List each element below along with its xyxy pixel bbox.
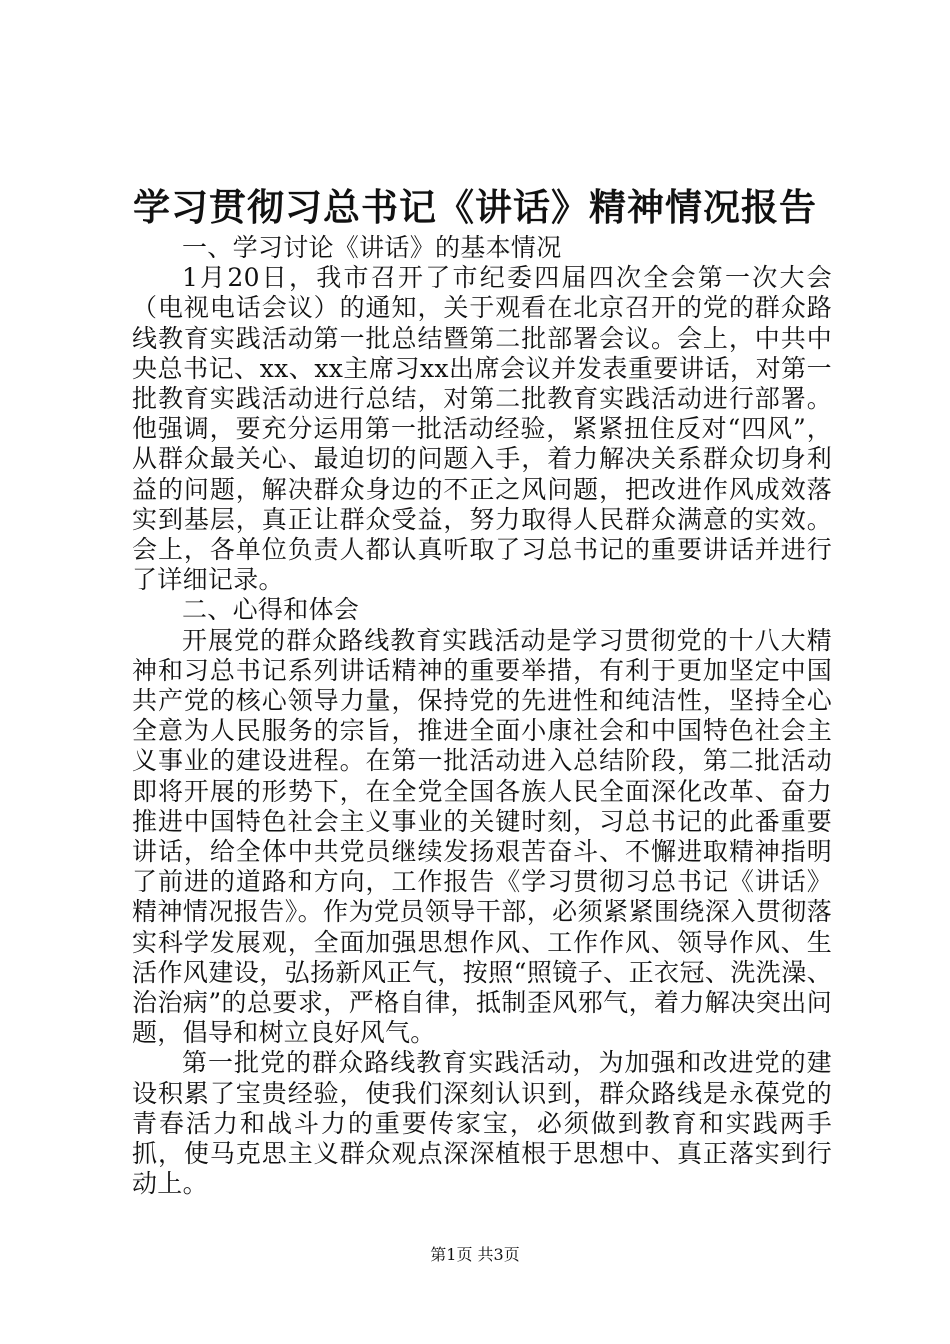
document-body xyxy=(132,233,832,1200)
paragraph-meeting-summary: 1月20日，我市召开了市纪委四届四次全会第一次大会（电视电话会议）的通知，关于观看在北京召开的党的群众路线教育实践活动第一批总结暨第二批部署会议。会上，中共中央总书记、xx、xx主席习xx出席会议并发表重要讲话，对第一批教育实践活动进行总结，对第二批教育实践活动进行部署。他强调，要充分运用第一批活动经验，紧紧扭住反对“四风”，从群众最关心、最迫切的问题入手，着力解决关系群众切身利益的问题，解决群众身边的不正之风问题，把改进作风成效落实到基层，真正让群众受益，努力取得人民群众满意的实效。会上，各单位负责人都认真听取了习总书记的重要讲话并进行了详细记录。 xyxy=(132,263,832,595)
section-heading-basic-situation: 一、学习讨论《讲话》的基本情况 xyxy=(182,233,562,262)
document-title: 学习贯彻习总书记《讲话》精神情况报告 xyxy=(133,186,817,229)
paragraph-experience: 第一批党的群众路线教育实践活动，为加强和改进党的建设积累了宝贵经验，使我们深刻认识到，群众路线是永葆党的青春活力和战斗力的重要传家宝，必须做到教育和实践两手抓，使马克思主义群众观点深深植根于思想中、真正落实到行动上。 xyxy=(132,1048,832,1199)
paragraph-significance: 开展党的群众路线教育实践活动是学习贯彻党的十八大精神和习总书记系列讲话精神的重要举措，有利于更加坚定中国共产党的核心领导力量，保持党的先进性和纯洁性，坚持全心全意为人民服务的宗旨，推进全面小康社会和中国特色社会主义事业的建设进程。在第一批活动进入总结阶段，第二批活动即将开展的形势下，在全党全国各族人民全面深化改革、奋力推进中国特色社会主义事业的关键时刻，习总书记的此番重要讲话，给全体中共党员继续发扬艰苦奋斗、不懈进取精神指明了前进的道路和方向，工作报告《学习贯彻习总书记《讲话》精神情况报告》。作为党员领导干部，必须紧紧围绕深入贯彻落实科学发展观，全面加强思想作风、工作作风、领导作风、生活作风建设，弘扬新风正气，按照“照镜子、正衣冠、洗洗澡、治治病”的总要求，严格自律，抵制歪风邪气，着力解决突出问题，倡导和树立良好风气。 xyxy=(132,625,832,1048)
section-heading-reflections: 二、心得和体会 xyxy=(182,595,360,625)
page-number-footer: 第1页 共3页 xyxy=(430,1245,520,1264)
